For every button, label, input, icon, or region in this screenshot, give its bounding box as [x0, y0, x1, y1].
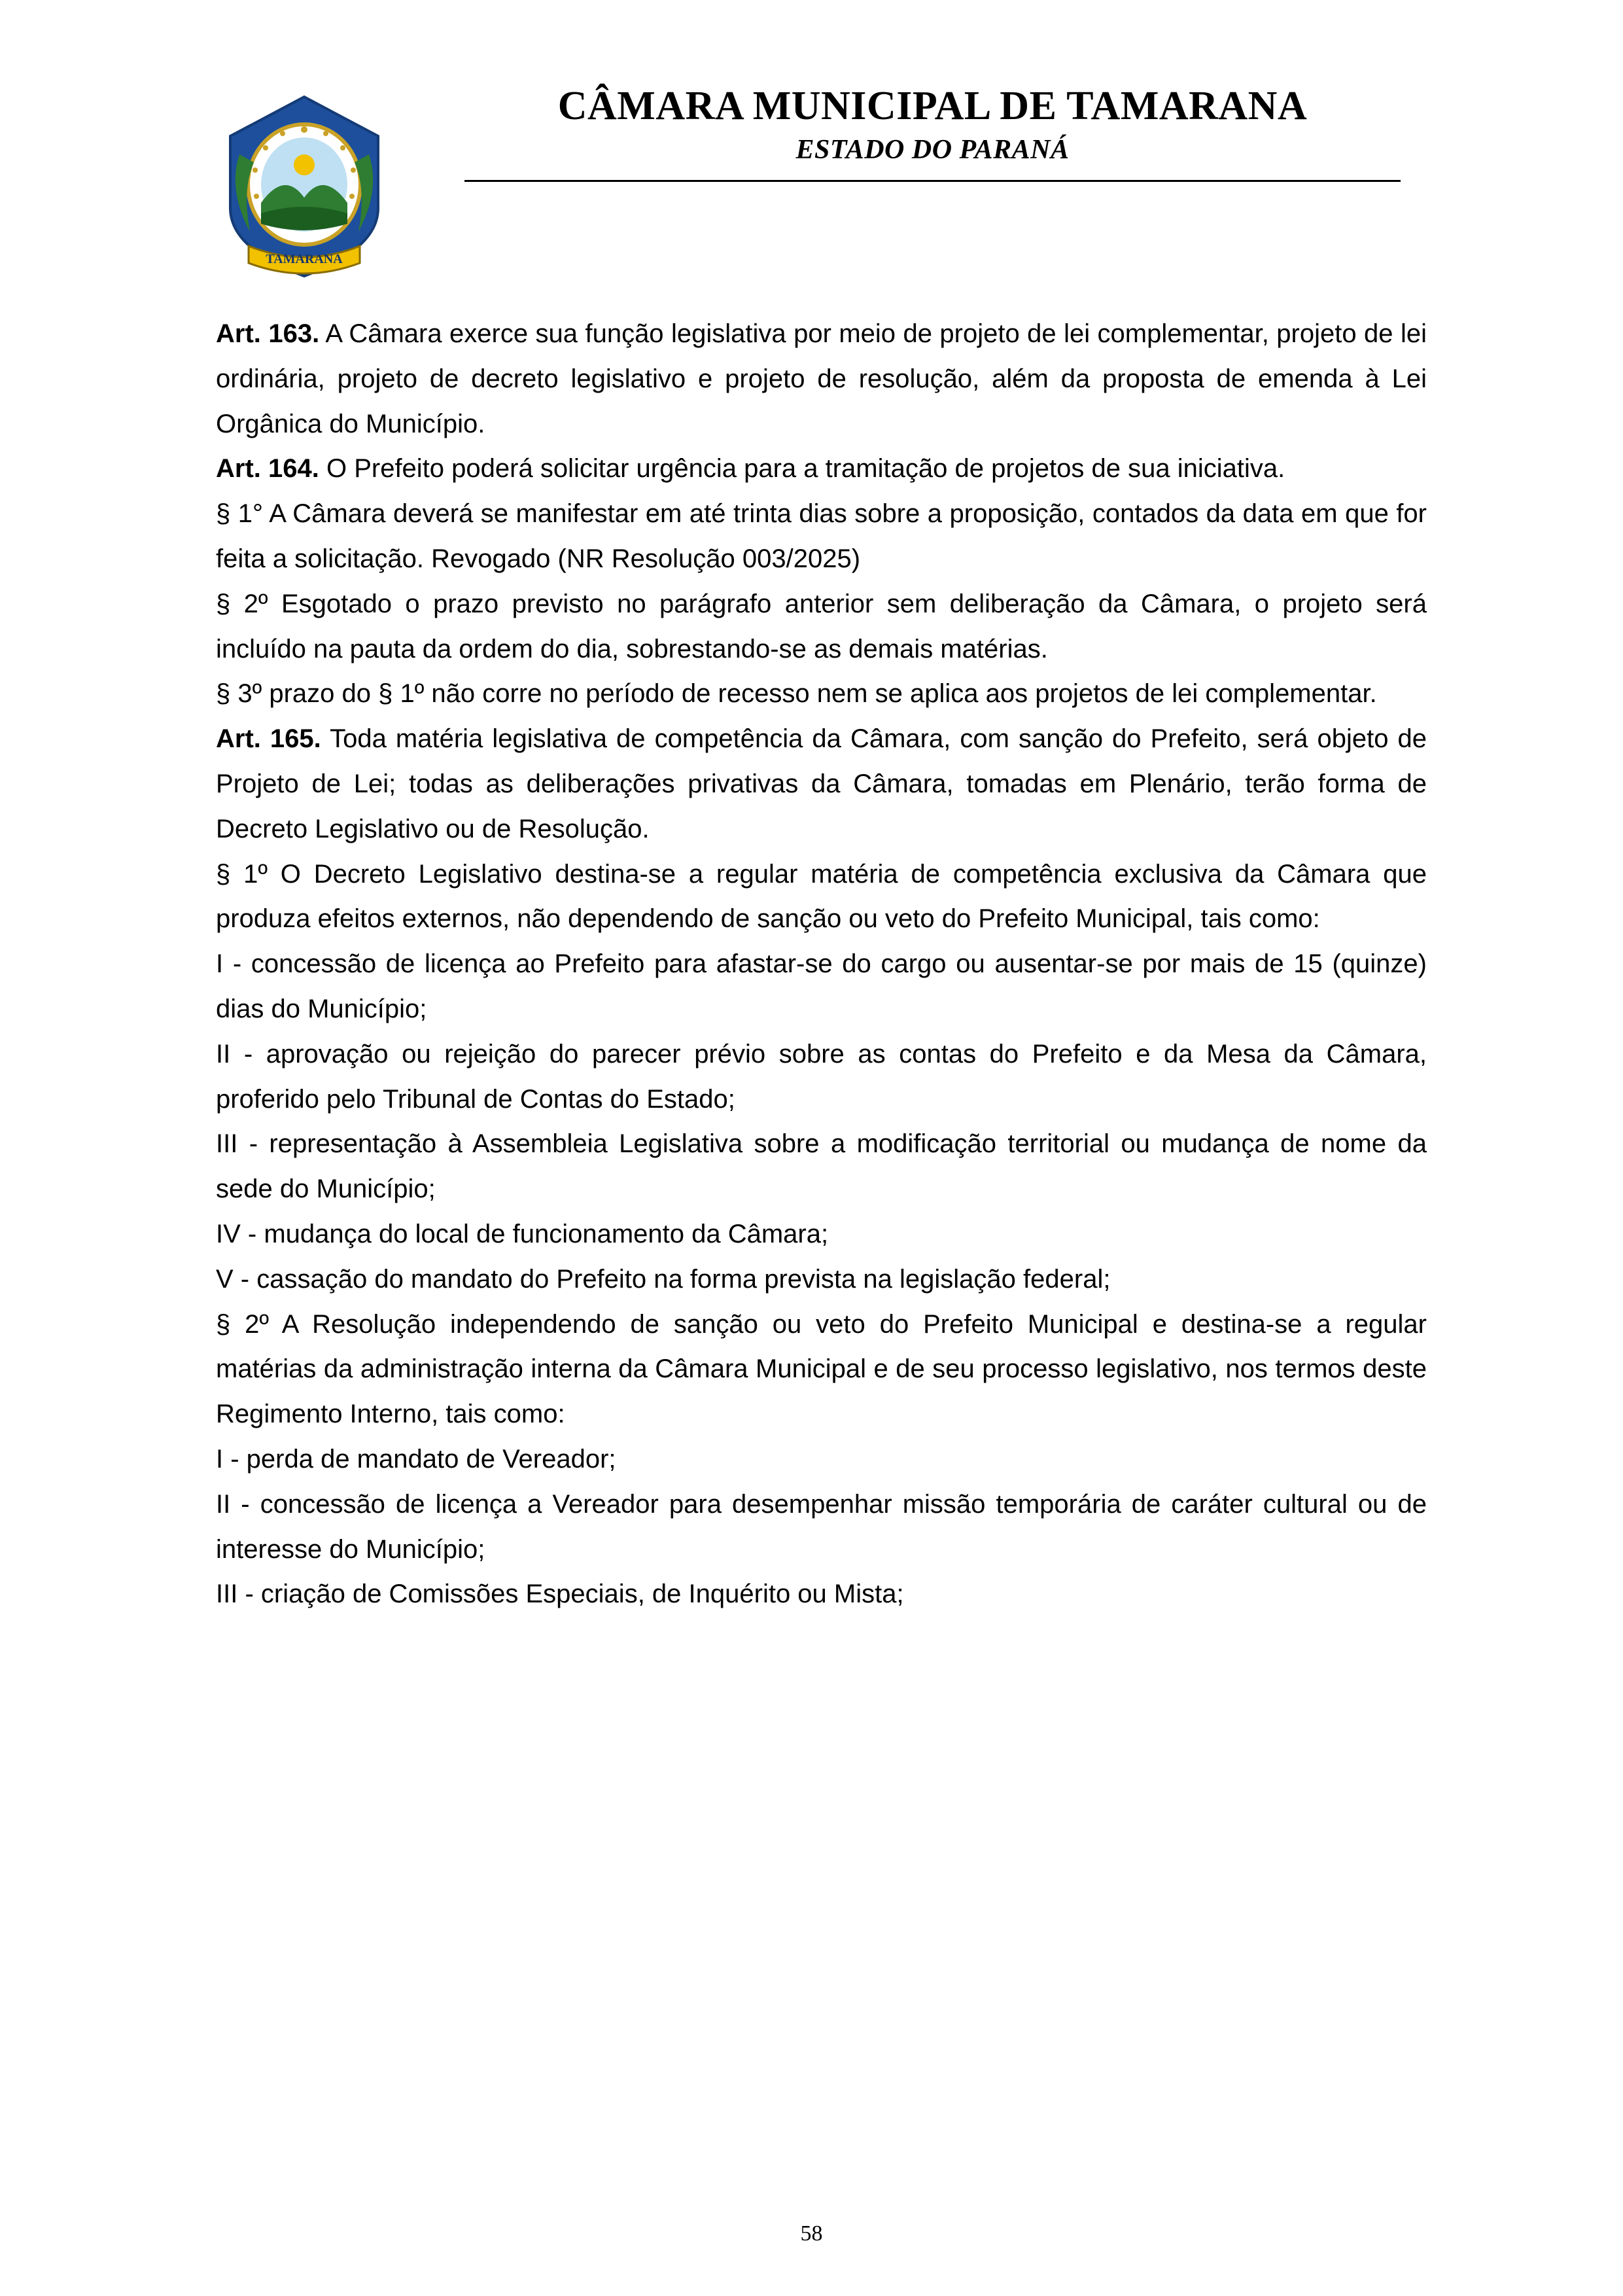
- header-divider: [464, 180, 1401, 182]
- list-item-art-165-p2-ii: II - concessão de licença a Vereador para desempenhar missão temporária de caráter cultural ou de interesse do Município;: [216, 1489, 1427, 1564]
- svg-text:TAMARANA: TAMARANA: [266, 252, 343, 266]
- paragraph-art-164-p2: § 2º Esgotado o prazo previsto no parágrafo anterior sem deliberação da Câmara, o projeto será incluído na pauta da ordem do dia, sobrestando-se as demais matérias.: [216, 589, 1427, 663]
- article-number: Art. 163.: [216, 319, 320, 348]
- paragraph-art-164-p3: § 3º prazo do § 1º não corre no período de recesso nem se aplica aos projetos de lei complementar.: [216, 679, 1377, 709]
- page-title: CÂMARA MUNICIPAL DE TAMARANA: [557, 84, 1308, 128]
- paragraph-art-164-p1: § 1° A Câmara deverá se manifestar em até trinta dias sobre a proposição, contados da data em que for feita a solicitação. Revogado (NR Resolução 003/2025): [216, 499, 1427, 573]
- paragraph-art-165: [216, 716, 1427, 851]
- paragraph-art-163: [216, 311, 1427, 446]
- paragraph-text: O Prefeito poderá solicitar urgência para a tramitação de projetos de sua iniciativa.: [319, 454, 1285, 484]
- page-subtitle: ESTADO DO PARANÁ: [795, 135, 1070, 166]
- paragraph-art-165-p2: § 2º A Resolução independendo de sanção ou veto do Prefeito Municipal e destina-se a regular matérias da administração interna da Câmara Municipal e de seu processo legislativo, nos termos deste Regimento Interno, tais como:: [216, 1309, 1427, 1429]
- paragraph-text: A Câmara exerce sua função legislativa por meio de projeto de lei complementar, projeto de lei ordinária, projeto de decreto legislativo e projeto de resolução, além da proposta de emenda à Lei Orgânica do Município.: [216, 319, 1427, 438]
- list-item-art-165-p1-i: I - concessão de licença ao Prefeito para afastar-se do cargo ou ausentar-se por mais de 15 (quinze) dias do Município;: [216, 949, 1427, 1023]
- list-item-art-165-p2-iii: III - criação de Comissões Especiais, de Inquérito ou Mista;: [216, 1580, 904, 1609]
- paragraph-art-165-p1: § 1º O Decreto Legislativo destina-se a regular matéria de competência exclusiva da Câmara que produza efeitos externos, não dependendo de sanção ou veto do Prefeito Municipal, tais como:: [216, 859, 1427, 934]
- page-number: 58: [800, 2221, 823, 2246]
- coat-of-arms-icon: [222, 92, 386, 281]
- document-body: [216, 311, 1427, 1617]
- list-item-art-165-p1-ii: II - aprovação ou rejeição do parecer prévio sobre as contas do Prefeito e da Mesa da Câmara, proferido pelo Tribunal de Contas do Estado;: [216, 1039, 1427, 1114]
- paragraph-text: Toda matéria legislativa de competência da Câmara, com sanção do Prefeito, será objeto de Projeto de Lei; todas as deliberações privativas da Câmara, tomadas em Plenário, terão forma de Decreto Legislativo ou de Resolução.: [216, 724, 1427, 843]
- list-item-art-165-p2-i: I - perda de mandato de Vereador;: [216, 1444, 616, 1474]
- list-item-art-165-p1-iv: IV - mudança do local de funcionamento da Câmara;: [216, 1219, 829, 1248]
- document-header: [216, 85, 1427, 281]
- paragraph-art-164: [216, 446, 1427, 491]
- article-number: Art. 165.: [216, 724, 321, 754]
- list-item-art-165-p1-v: V - cassação do mandato do Prefeito na forma prevista na legislação federal;: [216, 1264, 1111, 1294]
- article-number: Art. 164.: [216, 454, 319, 484]
- list-item-art-165-p1-iii: III - representação à Assembleia Legislativa sobre a modificação territorial ou mudança de nome da sede do Município;: [216, 1129, 1427, 1204]
- header-titles: [464, 85, 1427, 182]
